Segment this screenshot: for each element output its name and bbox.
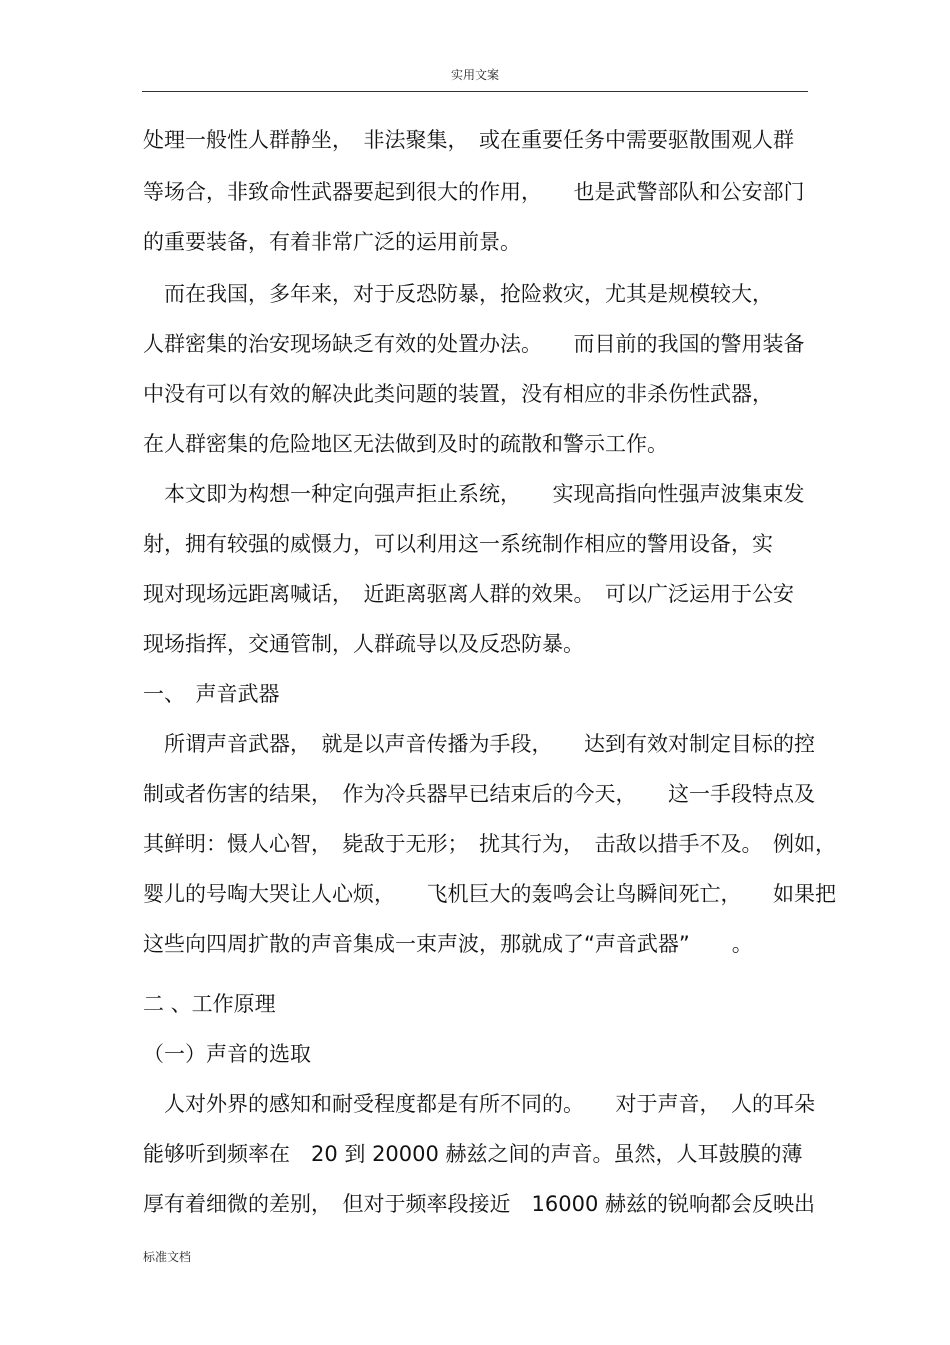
body-line: 所谓声音武器， 就是以声音传播为手段， 达到有效对制定目标的控 (143, 732, 815, 756)
body-line: 能够听到频率在 20 到 20000 赫兹之间的声音。虽然，人耳鼓膜的薄 (143, 1142, 803, 1166)
body-line: 中没有可以有效的解决此类问题的装置，没有相应的非杀伤性武器， (143, 382, 773, 406)
body-line: 制或者伤害的结果， 作为冷兵器早已结束后的今天， 这一手段特点及 (143, 782, 815, 806)
body-line: 人群密集的治安现场缺乏有效的处置办法。 而目前的我国的警用装备 (143, 332, 805, 356)
page-header: 实用文案 (450, 68, 499, 82)
body-line: 射，拥有较强的威慑力，可以利用这一系统制作相应的警用设备，实 (143, 532, 773, 556)
body-line: 处理一般性人群静坐， 非法聚集， 或在重要任务中需要驱散围观人群 (143, 128, 794, 152)
page-footer: 标准文档 (143, 1250, 192, 1264)
section-heading: 二 、工作原理 (143, 992, 276, 1016)
body-line: 这些向四周扩散的声音集成一束声波，那就成了“声音武器” 。 (143, 932, 753, 956)
body-line: 厚有着细微的差别， 但对于频率段接近 16000 赫兹的锐响都会反映出 (143, 1192, 815, 1216)
body-line: 而在我国，多年来，对于反恐防暴，抢险救灾，尤其是规模较大， (143, 282, 773, 306)
body-line: 的重要装备，有着非常广泛的运用前景。 (143, 230, 521, 254)
body-line: 其鲜明：慑人心智， 毙敌于无形； 扰其行为， 击敌以措手不及。 例如， (143, 832, 836, 856)
header-divider (142, 91, 808, 92)
body-line: 婴儿的号啕大哭让人心烦， 飞机巨大的轰鸣会让鸟瞬间死亡， 如果把 (143, 882, 836, 906)
subsection-heading: （一）声音的选取 (143, 1042, 311, 1066)
body-line: 在人群密集的危险地区无法做到及时的疏散和警示工作。 (143, 432, 668, 456)
body-line: 现对现场远距离喊话， 近距离驱离人群的效果。 可以广泛运用于公安 (143, 582, 794, 606)
body-line: 本文即为构想一种定向强声拒止系统， 实现高指向性强声波集束发 (143, 482, 805, 506)
body-line: 等场合，非致命性武器要起到很大的作用， 也是武警部队和公安部门 (143, 180, 805, 204)
section-heading: 一、 声音武器 (143, 682, 280, 706)
body-line: 人对外界的感知和耐受程度都是有所不同的。 对于声音， 人的耳朵 (143, 1092, 815, 1116)
body-line: 现场指挥，交通管制，人群疏导以及反恐防暴。 (143, 632, 584, 656)
